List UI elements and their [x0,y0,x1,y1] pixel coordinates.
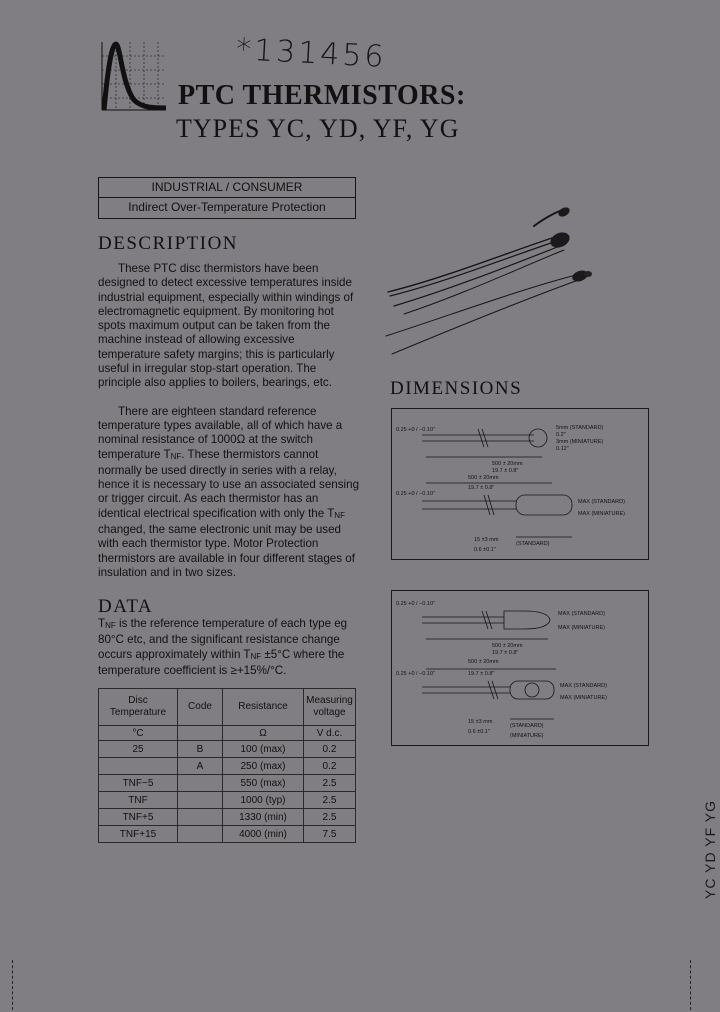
table-cell: 250 (max) [223,758,304,775]
data-part-a: T [98,617,106,630]
d1-mini: 3mm (MINIATURE) [556,439,604,445]
table-cell: 0.2 [304,741,356,758]
table-header: Disc Temperature [99,689,178,726]
table-cell: 1000 (typ) [223,792,304,809]
d2-lead-b-inch: 19.7 ± 0.8" [468,671,495,677]
paragraph-2-part-a: There are eighteen standard reference temperature types available, all of which have a nominal resistance of 1000Ω at the switch temperature T [98,404,343,461]
thermistor-photo [384,196,614,366]
d2-lead-inch: 19.7 ± 0.8" [492,650,519,656]
page-title: PTC THERMISTORS: [178,80,466,111]
d2-std: (STANDARD) [510,723,544,729]
table-cell: 2.5 [304,809,356,826]
table-row [99,741,356,758]
d1-lead-b-inch: 19.7 ± 0.8" [468,485,495,491]
table-cell: B [178,741,223,758]
table-cell: TNF [99,792,178,809]
subscript-nf: NF [250,651,262,661]
table-header: Resistance [223,689,304,726]
d1-dia: 5mm (STANDARD) [556,425,604,431]
table-cell [178,726,223,741]
table-row [99,792,356,809]
subscript-nf: NF [105,621,116,630]
d1-sleeve-inch: 0.6 ±0.1" [474,547,496,553]
d1-max-mini: MAX (MINIATURE) [578,511,625,517]
description-paragraph-2 [98,405,360,581]
d2-max-mini-2: MAX (MINIATURE) [560,695,607,701]
table-cell: 7.5 [304,826,356,843]
table-header: Measuring voltage [304,689,356,726]
application-label: Indirect Over-Temperature Protection [99,197,355,217]
table-header: Code [178,689,223,726]
description-paragraph-1: These PTC disc thermistors have been designed to detect excessive temperatures inside industrial equipment, especially within windings of electromagnetic equipment. By monitoring hot spots maximum output can be taken from the machine instead of allowing excessive temperature safety margins; this is particularly useful in irregular stop-start operation. The principle also applies to boilers, bearings, etc. [98,262,354,390]
table-row [99,826,356,843]
d1-lead-b: 500 ± 20mm [468,475,499,481]
d2-mini: (MINIATURE) [510,733,544,739]
table-cell [178,792,223,809]
description-heading: DESCRIPTION [98,233,239,254]
table-cell: Ω [223,726,304,741]
d2-sleeve: 15 ±3 mm [468,719,493,725]
table-row [99,775,356,792]
specification-table [98,688,356,843]
table-cell: °C [99,726,178,741]
paragraph-2-part-c: changed, the same electronic unit may be used with each thermistor type. Motor Protection thermistors are available in four different stages of insulation and in two sizes. [98,523,355,579]
data-part-b: is the reference temperature of each type eg 80°C etc, and the significant resistance change occurs approximately within T [98,617,348,661]
d1-sleeve: 15 ±3 mm [474,537,499,543]
scan-edge-mark [690,960,692,1010]
table-cell: 550 (max) [223,775,304,792]
d1-pitch: 0.25 +0 / −0.10" [396,427,435,433]
d1-max-std: MAX (STANDARD) [578,499,625,505]
scan-edge-mark [12,960,14,1010]
dimension-drawing-2 [391,590,649,746]
category-label: INDUSTRIAL / CONSUMER [151,180,303,194]
table-cell: A [178,758,223,775]
table-row [99,758,356,775]
description-body [98,262,360,580]
table-cell: 100 (max) [223,741,304,758]
d1-lead: 500 ± 20mm [492,461,523,467]
table-cell: 1330 (min) [223,809,304,826]
table-units-row [99,726,356,741]
d1-std: (STANDARD) [516,541,550,547]
side-edge-text: YC YD YF YG [702,800,718,899]
subscript-nf: NF [170,451,182,461]
handwritten-reference: *131456 [235,32,388,75]
d2-pitch: 0.25 +0 / −0.10" [396,601,435,607]
data-heading: DATA [98,596,154,617]
table-cell [178,775,223,792]
d2-pitch-2: 0.25 +0 / −0.10" [396,671,435,677]
d2-sleeve-inch: 0.6 ±0.1" [468,729,490,735]
d2-lead: 500 ± 20mm [492,643,523,649]
d2-max-mini: MAX (MINIATURE) [558,625,605,631]
table-cell: TNF+5 [99,809,178,826]
table-cell: TNF−5 [99,775,178,792]
table-cell: V d.c. [304,726,356,741]
d1-mini-inch: 0.12" [556,446,569,452]
d1-dia-inch: 0.2" [556,432,566,438]
table-cell: 4000 (min) [223,826,304,843]
paragraph-2-part-b: . These thermistors cannot normally be used directly in series with a relay, hence it is necessary to use an associated sensing or trigger circuit. As each thermistor has an identical electrical specification with only the T [98,447,360,520]
data-body [98,617,360,678]
page-subtitle: TYPES YC, YD, YF, YG [176,114,460,143]
table-cell [178,809,223,826]
data-part-c: ±5°C where the temperature coefficient is ≥+15%/°C. [98,647,345,677]
dimensions-heading: DIMENSIONS [390,378,523,399]
dimension-drawing-1 [391,408,649,560]
subscript-nf: NF [334,510,345,520]
table-header-row [99,689,356,726]
table-cell [99,758,178,775]
table-cell: 2.5 [304,775,356,792]
table-cell [178,826,223,843]
table-cell: 25 [99,741,178,758]
table-row [99,809,356,826]
table-cell: TNF+15 [99,826,178,843]
company-logo [94,36,170,116]
table-cell: 2.5 [304,792,356,809]
d1-pitch-2: 0.25 +0 / −0.10" [396,491,435,497]
d1-lead-inch: 19.7 ± 0.8" [492,468,519,474]
d2-lead-b: 500 ± 20mm [468,659,499,665]
table-cell: 0.2 [304,758,356,775]
d2-max-std-2: MAX (STANDARD) [560,683,607,689]
category-box [98,177,356,219]
d2-max-std: MAX (STANDARD) [558,611,605,617]
